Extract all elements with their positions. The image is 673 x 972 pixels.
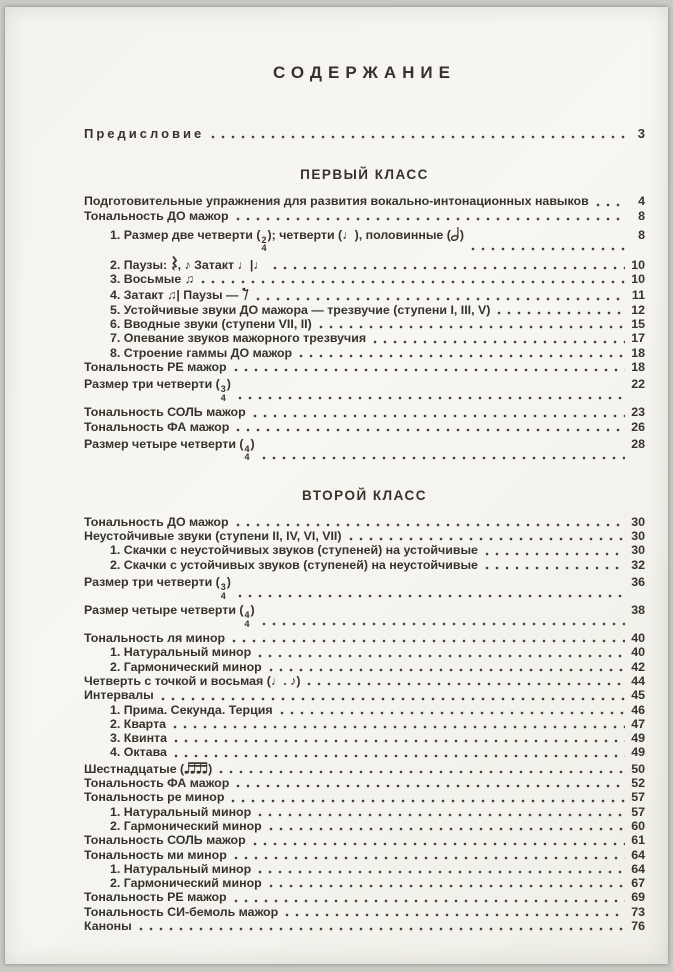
- toc-entry: [84, 529, 645, 543]
- entry-text: Тональность ДО мажор: [84, 208, 229, 223]
- time-signature: [244, 611, 251, 628]
- toc-entry: [84, 848, 645, 862]
- toc-entry: [84, 543, 645, 557]
- entry-text: 4. Затакт ♫| Паузы —: [110, 288, 242, 303]
- dot-leader: [269, 668, 625, 672]
- entry-text: Размер три четверти (: [84, 377, 220, 392]
- time-signature-number: 4: [244, 610, 250, 621]
- entry-text: 3. Квинта: [110, 731, 168, 746]
- page-number: 64: [631, 861, 645, 876]
- toc-entry-label: [110, 862, 251, 876]
- page-number: 67: [631, 876, 645, 891]
- dot-leader: [262, 456, 625, 460]
- toc-entry-label: [84, 209, 229, 223]
- toc-entry: [84, 558, 645, 572]
- toc-entry: [84, 437, 645, 462]
- entry-text: 1. Натуральный минор: [110, 645, 252, 660]
- page-number: 12: [631, 302, 645, 317]
- toc-entry: [84, 862, 645, 876]
- dot-leader: [258, 654, 625, 658]
- entry-text: Каноны: [84, 918, 132, 933]
- page-number: 50: [631, 761, 645, 776]
- entry-text: Тональность РЕ мажор: [84, 359, 227, 374]
- page-number: 18: [631, 345, 645, 360]
- dot-leader: [256, 297, 625, 301]
- dot-leader: [234, 899, 625, 903]
- toc-entry-label: [84, 833, 246, 847]
- time-signature-number: 3: [220, 582, 226, 593]
- toc-entry: [84, 745, 645, 759]
- time-signature: [244, 445, 251, 462]
- toc-entry-label: [84, 194, 589, 208]
- toc-entry: [84, 674, 645, 688]
- dot-leader: [174, 754, 625, 758]
- page-number: 30: [631, 514, 645, 529]
- dot-leader: [485, 552, 625, 556]
- page-number: 49: [631, 745, 645, 760]
- section-entries: [84, 194, 645, 462]
- dot-leader: [280, 711, 625, 715]
- toc-sections: [84, 167, 645, 933]
- entry-text: Размер четыре четверти (: [84, 603, 244, 618]
- page-number: 26: [631, 419, 645, 434]
- toc-entry: [84, 805, 645, 819]
- half-note-icon: [451, 226, 460, 242]
- page-number: 40: [631, 631, 645, 646]
- entry-text: ): [250, 603, 255, 618]
- toc-entry: [84, 919, 645, 933]
- page-number: 38: [631, 603, 645, 618]
- toc-entry-label: [84, 360, 227, 374]
- page-number: 47: [631, 716, 645, 731]
- entry-text: 2. Скачки с устойчивых звуков (ступеней) на неустойчивые: [110, 557, 478, 572]
- page-number: 52: [631, 776, 645, 791]
- dot-leader: [231, 799, 625, 803]
- entry-text: 1. Натуральный минор: [110, 804, 252, 819]
- toc-entry-label: [110, 331, 366, 345]
- toc-entry: [84, 286, 645, 302]
- entry-text: ): [250, 436, 255, 451]
- page-number: 8: [638, 227, 645, 242]
- entry-text: 4. Октава: [110, 745, 167, 760]
- page-number: 30: [631, 529, 645, 544]
- toc-entry-label: [110, 256, 266, 272]
- toc-entry-label: [110, 558, 478, 572]
- toc-entry-label: Предисловие: [84, 127, 205, 141]
- page-number: 15: [631, 317, 645, 332]
- toc-entry: [84, 603, 645, 628]
- toc-entry-label: [84, 688, 154, 702]
- entry-text: Тональность ре минор: [84, 790, 225, 805]
- toc-entry: [84, 405, 645, 419]
- toc-entry-label: [110, 645, 251, 659]
- toc-entry: [84, 703, 645, 717]
- toc-entry: [84, 515, 645, 529]
- toc-entry: [84, 819, 645, 833]
- dot-leader: [273, 266, 625, 270]
- toc-entry-label: [110, 805, 251, 819]
- page-number: 73: [631, 904, 645, 919]
- entry-text: 7. Опевание звуков мажорного трезвучия: [110, 331, 367, 346]
- page-number: 69: [631, 890, 645, 905]
- page-title: СОДЕРЖАНИЕ: [273, 63, 456, 82]
- toc-entry-label: [110, 876, 262, 890]
- toc-entry-label: [110, 346, 292, 360]
- toc-entry-label: [110, 731, 167, 745]
- entry-text: Интервалы: [84, 688, 154, 703]
- toc-entry: [84, 833, 645, 847]
- section-heading: ПЕРВЫЙ КЛАСС: [300, 167, 429, 183]
- entry-text: Размер три четверти (: [84, 575, 220, 590]
- toc-entry-label: [84, 776, 229, 790]
- toc-entry: [84, 420, 645, 434]
- dot-leader: [139, 927, 625, 931]
- time-signature-number: 4: [261, 243, 267, 253]
- toc-entry-label: [110, 303, 490, 317]
- time-signature: [260, 236, 267, 253]
- page-number: 30: [631, 543, 645, 558]
- section-heading: ВТОРОЙ КЛАСС: [301, 487, 428, 503]
- entry-text: 1. Натуральный минор: [110, 861, 252, 876]
- entry-text: ); четверти (♩), половинные (: [267, 227, 451, 242]
- dot-leader: [234, 856, 625, 860]
- toc-entry-label: [84, 919, 132, 933]
- toc-entry: [84, 303, 645, 317]
- toc-entry: [84, 876, 645, 890]
- time-signature-number: 2: [261, 234, 267, 245]
- page-number: 64: [631, 847, 645, 862]
- dot-leader: [238, 594, 625, 598]
- dot-leader: [232, 639, 625, 643]
- page-number: 18: [631, 359, 645, 374]
- entry-text: Тональность СОЛЬ мажор: [84, 405, 246, 420]
- page-number: 57: [631, 790, 645, 805]
- time-signature: [220, 385, 227, 402]
- toc-entry-label: [84, 437, 255, 462]
- time-signature-number: 4: [220, 392, 226, 403]
- page-number: 28: [631, 436, 645, 451]
- time-signature-number: 4: [244, 443, 250, 454]
- toc-entry: [84, 631, 645, 645]
- entry-text: Тональность РЕ мажор: [84, 890, 227, 905]
- sixteenth-group-icon: [184, 760, 208, 776]
- dot-leader: [253, 414, 625, 418]
- dot-leader: [236, 217, 625, 221]
- toc-entry: [84, 905, 645, 919]
- toc-entry-label: [84, 760, 212, 776]
- toc-entry-label: [84, 603, 255, 628]
- page-number: 4: [638, 194, 645, 209]
- page-number: 36: [631, 575, 645, 590]
- entry-text: 1. Размер две четверти (: [110, 227, 261, 242]
- entry-text: Тональность СОЛЬ мажор: [84, 833, 246, 848]
- page-number: 22: [631, 377, 645, 392]
- toc-entry: [84, 346, 645, 360]
- toc-entry-label: [84, 575, 231, 600]
- page-number: 46: [631, 702, 645, 717]
- toc-entry: [84, 377, 645, 402]
- toc-entry: [84, 317, 645, 331]
- eighth-rest-icon: [242, 286, 249, 302]
- entry-text: Тональность ФА мажор: [84, 419, 230, 434]
- entry-text: 5. Устойчивые звуки ДО мажора — трезвучие (ступени I, III, V): [110, 302, 491, 317]
- page-number: 10: [631, 257, 645, 272]
- dot-leader: [236, 428, 625, 432]
- toc-entry: [84, 776, 645, 790]
- dot-leader: [238, 396, 625, 400]
- toc-entry-label: [110, 819, 262, 833]
- entry-text: ): [226, 377, 231, 392]
- toc-entry-label: [84, 529, 342, 543]
- toc-entry-label: [84, 674, 300, 688]
- toc-entry-label: [110, 317, 312, 331]
- page-number: 32: [631, 557, 645, 572]
- dot-leader: [236, 784, 625, 788]
- page-number: 11: [631, 288, 645, 303]
- entry-text: , ♪ Затакт ♩|♩: [177, 257, 266, 272]
- entry-text: 2. Кварта: [110, 716, 167, 731]
- dot-leader: [234, 368, 625, 372]
- entry-text: 2. Паузы:: [110, 257, 171, 272]
- entry-text: Тональность ДО мажор: [84, 514, 229, 529]
- toc-page: [5, 7, 668, 964]
- dot-leader: [349, 537, 626, 541]
- toc-entry: [84, 790, 645, 804]
- dot-leader: [319, 325, 625, 329]
- entry-text: 2. Гармонический минор: [110, 876, 262, 891]
- toc-entry: [84, 731, 645, 745]
- time-signature: [220, 583, 227, 600]
- page-number: 17: [631, 331, 645, 346]
- toc-entry-label: [110, 286, 249, 302]
- toc-entry-label: [84, 515, 229, 529]
- toc-entry-label: [110, 543, 478, 557]
- dot-leader: [201, 280, 625, 284]
- toc-entry: [84, 331, 645, 345]
- entry-text: Размер четыре четверти (: [84, 436, 244, 451]
- dot-leader: [236, 523, 625, 527]
- page-number: 42: [631, 659, 645, 674]
- toc-entry: [84, 645, 645, 659]
- dot-leader: [211, 135, 625, 139]
- dot-leader: [497, 311, 625, 315]
- toc-entry: [84, 272, 645, 286]
- preface-entry: [84, 127, 645, 141]
- page-number: 23: [631, 405, 645, 420]
- page-number: 40: [631, 645, 645, 660]
- toc-entry-label: [84, 905, 278, 919]
- toc-entry: [84, 575, 645, 600]
- entry-text: 6. Вводные звуки (ступени VII, II): [110, 317, 312, 332]
- quarter-rest-icon: [171, 256, 178, 272]
- time-signature-number: 4: [244, 618, 250, 629]
- page-number: 57: [631, 804, 645, 819]
- toc-entry: [84, 209, 645, 223]
- toc-entry-label: [84, 848, 227, 862]
- entry-text: 2. Гармонический минор: [110, 818, 262, 833]
- toc-entry-label: [110, 660, 262, 674]
- entry-text: Тональность ми минор: [84, 847, 227, 862]
- toc-entry: [84, 660, 645, 674]
- dot-leader: [219, 770, 625, 774]
- dot-leader: [373, 340, 625, 344]
- entry-text: Подготовительные упражнения для развития вокально-интонационных навыков: [84, 194, 589, 209]
- entry-text: 1. Прима. Секунда. Терция: [110, 702, 273, 717]
- dot-leader: [471, 247, 625, 251]
- page-number: 10: [631, 272, 645, 287]
- toc-entry-label: [110, 717, 166, 731]
- dot-leader: [285, 913, 625, 917]
- dot-leader: [596, 203, 625, 207]
- entry-text: 2. Гармонический минор: [110, 659, 262, 674]
- page-number: 60: [631, 818, 645, 833]
- toc-entry-label: [110, 703, 273, 717]
- dot-leader: [269, 884, 625, 888]
- toc-entry-label: [84, 405, 246, 419]
- toc-entry: [84, 256, 645, 272]
- entry-text: 8. Строение гаммы ДО мажор: [110, 345, 293, 360]
- toc-entry-label: [84, 377, 231, 402]
- dot-leader: [258, 813, 625, 817]
- time-signature-number: 4: [220, 590, 226, 601]
- time-signature-number: 4: [244, 452, 250, 462]
- dot-leader: [161, 697, 625, 701]
- entry-text: Тональность СИ-бемоль мажор: [84, 904, 279, 919]
- entry-text: ): [226, 575, 231, 590]
- time-signature-number: 3: [220, 384, 226, 395]
- page-number: 44: [631, 673, 645, 688]
- dot-leader: [258, 870, 625, 874]
- toc-entry-label: [84, 631, 225, 645]
- entry-text: ): [459, 227, 464, 242]
- toc-entry-label: [110, 745, 167, 759]
- page-number: 3: [637, 126, 645, 141]
- page-number: 8: [638, 208, 645, 223]
- entry-text: 3. Восьмые ♫: [110, 272, 195, 287]
- toc-entry: [84, 717, 645, 731]
- entry-text: Шестнадцатые (: [84, 761, 185, 776]
- dot-leader: [485, 566, 625, 570]
- toc-entry-label: [84, 890, 227, 904]
- dot-leader: [299, 354, 625, 358]
- toc-entry: [84, 760, 645, 776]
- dot-leader: [307, 682, 625, 686]
- page-number: 76: [631, 918, 645, 933]
- dot-leader: [253, 842, 625, 846]
- entry-text: Тональность ФА мажор: [84, 776, 230, 791]
- entry-text: Неустойчивые звуки (ступени II, IV, VI, VII): [84, 529, 342, 544]
- entry-text: Четверть с точкой и восьмая (♩. ♪): [84, 673, 301, 688]
- toc-entry: [84, 194, 645, 208]
- toc-entry-label: [110, 226, 464, 253]
- page-number: 61: [631, 833, 645, 848]
- page-number: 45: [631, 688, 645, 703]
- toc-entry-label: [110, 272, 194, 286]
- section-entries: [84, 515, 645, 933]
- toc-entry-label: [84, 790, 224, 804]
- entry-text: ): [208, 761, 213, 776]
- toc-entry: [84, 226, 645, 253]
- entry-text: 1. Скачки с неустойчивых звуков (ступеней) на устойчивые: [110, 543, 478, 558]
- dot-leader: [174, 739, 625, 743]
- toc-entry-label: [84, 420, 229, 434]
- toc-entry: [84, 360, 645, 374]
- dot-leader: [269, 827, 625, 831]
- dot-leader: [262, 622, 625, 626]
- toc-entry: [84, 890, 645, 904]
- page-number: 49: [631, 731, 645, 746]
- toc-entry: [84, 688, 645, 702]
- entry-text: Тональность ля минор: [84, 631, 226, 646]
- dot-leader: [173, 725, 625, 729]
